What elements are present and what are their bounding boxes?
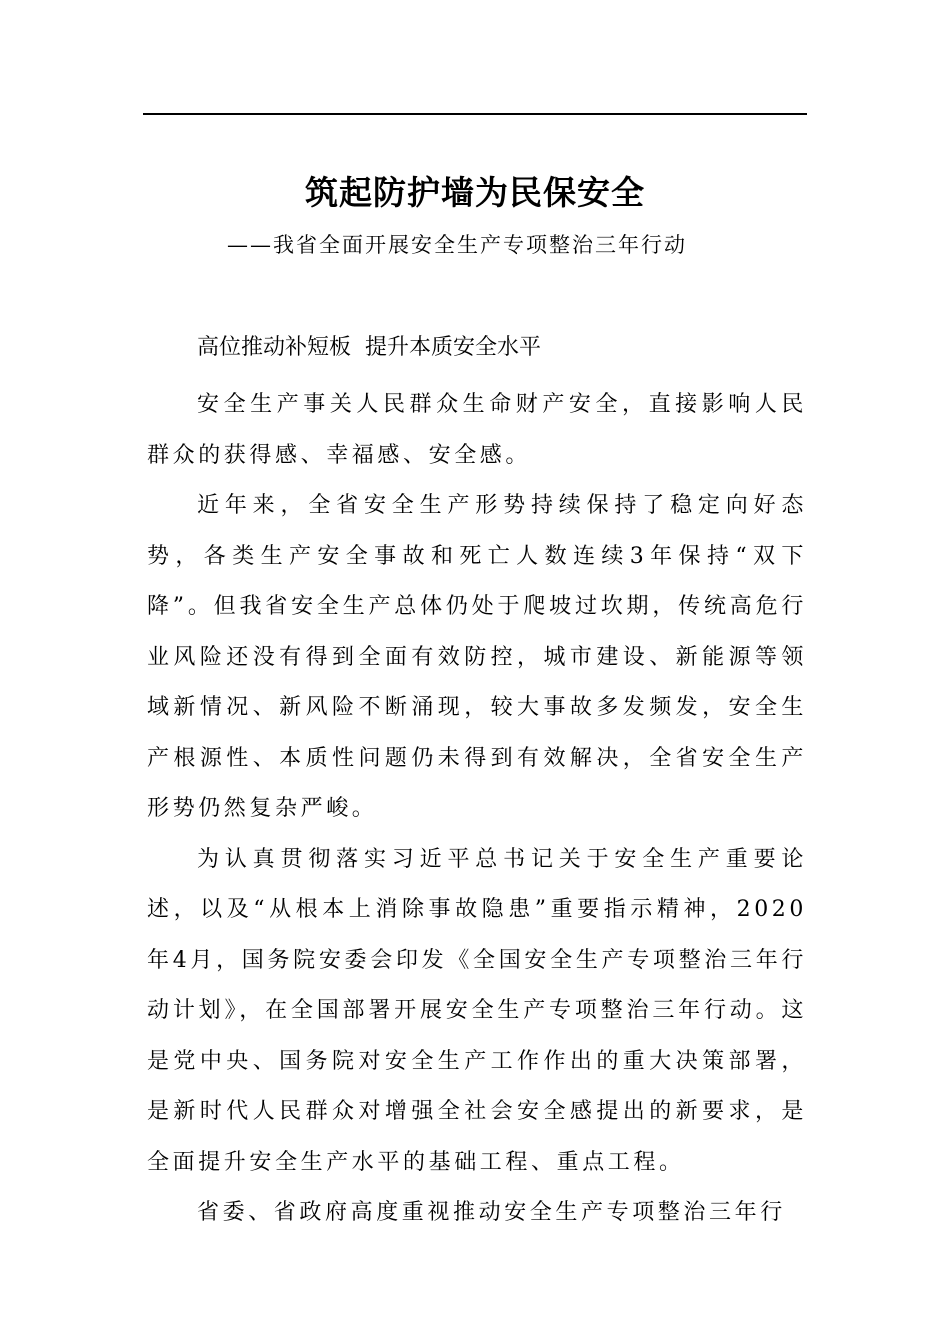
paragraph-4: 省委、省政府高度重视推动安全生产专项整治三年行 bbox=[197, 1200, 786, 1225]
paragraph-1: 安全生产事关人民群众生命财产安全，直接影响人民群众的获得感、幸福感、安全感。 bbox=[147, 392, 807, 468]
header-rule bbox=[143, 113, 807, 115]
article-body bbox=[147, 328, 807, 1239]
document-title: 筑起防护墙为民保安全 bbox=[305, 173, 645, 212]
paragraph-3: 为认真贯彻落实习近平总书记关于安全生产重要论述，以及“从根本上消除事故隐患”重要指示精神，2020年4月，国务院安委会印发《全国安全生产专项整治三年行动计划》，在全国部署开展安全生产专项整治三年行动。这是党中央、国务院对安全生产工作作出的重大决策部署，是新时代人民群众对增强全社会安全感提出的新要求，是全面提升安全生产水平的基础工程、重点工程。 bbox=[147, 846, 807, 1175]
document-subtitle: ——我省全面开展安全生产专项整治三年行动 bbox=[227, 233, 687, 257]
section-heading: 高位推动补短板 提升本质安全水平 bbox=[197, 335, 541, 360]
paragraph-2: 近年来，全省安全生产形势持续保持了稳定向好态势，各类生产安全事故和死亡人数连续3年保持“双下降”。但我省安全生产总体仍处于爬坡过坎期，传统高危行业风险还没有得到全面有效防控，城市建设、新能源等领域新情况、新风险不断涌现，较大事故多发频发，安全生产根源性、本质性问题仍未得到有效解决，全省安全生产形势仍然复杂严峻。 bbox=[147, 493, 807, 821]
